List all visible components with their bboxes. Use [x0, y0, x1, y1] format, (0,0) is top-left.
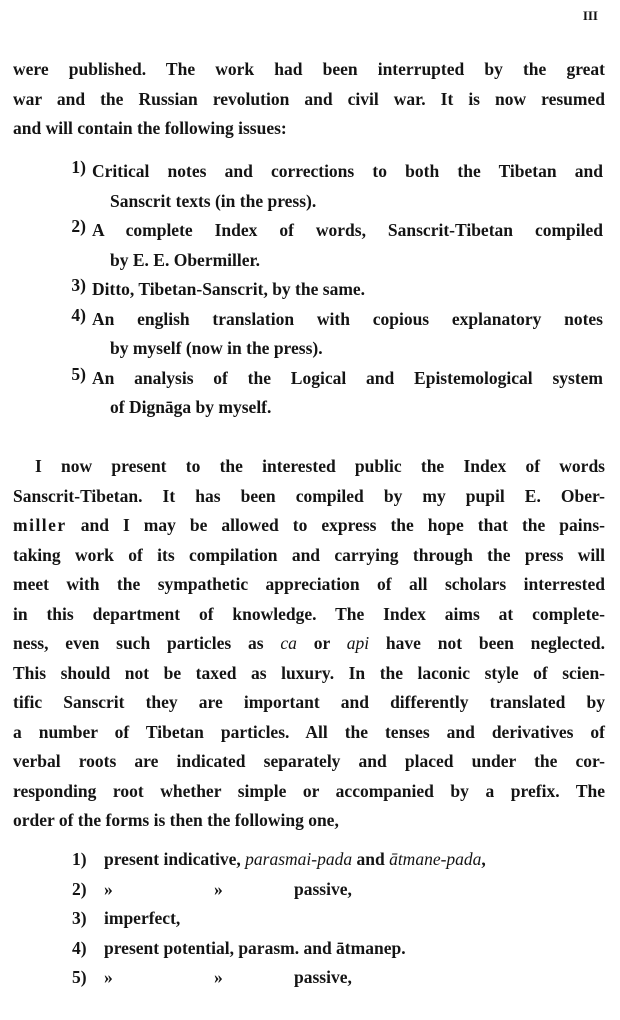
- intro-paragraph: [13, 55, 605, 144]
- ditto-mark: »: [104, 878, 113, 899]
- text-line: and will contain the following issues:: [13, 118, 287, 138]
- list-number: 3): [72, 908, 87, 928]
- text-line: were published. The work had been interrupted by the great: [13, 59, 605, 79]
- text-line: order of the forms is then the following one,: [13, 810, 339, 830]
- list-number: 5): [71, 363, 86, 384]
- text-span: present potential, parasm. and ātmanep.: [104, 937, 406, 958]
- ditto-mark: »: [214, 967, 223, 987]
- text-line: Critical notes and corrections to both the Tibetan and: [92, 161, 603, 181]
- text-line: taking work of its compilation and carrying through the press will: [13, 544, 605, 565]
- list-number: 1): [72, 849, 87, 869]
- italic-term: parasmai-pada: [245, 849, 353, 869]
- text-line: war and the Russian revolution and civil war. It is now resumed: [13, 88, 605, 109]
- body-paragraph: [13, 452, 605, 836]
- text-line: by myself (now in the press).: [110, 338, 323, 358]
- text-span: ness, even such particles as: [13, 633, 281, 653]
- list-item: [72, 875, 592, 905]
- text-line: [13, 629, 605, 659]
- text-line: An analysis of the Logical and Epistemological system: [92, 367, 603, 388]
- text-line: This should not be taxed as luxury. In the laconic style of scien-: [13, 662, 605, 683]
- text-line: I now present to the interested public the Index of words: [35, 456, 605, 476]
- ditto-mark: »: [104, 967, 113, 987]
- italic-term: ca: [280, 633, 297, 653]
- list-item: [72, 934, 592, 964]
- text-span: present indicative,: [104, 849, 246, 869]
- list-item: [58, 157, 603, 216]
- text-span: passive,: [294, 967, 352, 987]
- list-item: [72, 904, 592, 934]
- list-number: 2): [72, 878, 87, 899]
- list-item: [58, 275, 603, 305]
- text-line: responding root whether simple or accompanied by a prefix. The: [13, 780, 605, 801]
- list-number: 5): [72, 967, 87, 987]
- list-number: 4): [71, 304, 86, 325]
- text-span: and I may be allowed to express the hope that the pains-: [66, 515, 605, 535]
- list-item: [58, 216, 603, 275]
- text-line: of Dignāga by myself.: [110, 397, 272, 417]
- text-line: [13, 511, 605, 541]
- text-span: imperfect,: [104, 908, 181, 928]
- list-item: [58, 305, 603, 364]
- text-line: Sanscrit-Tibetan. It has been compiled by my pupil E. Ober-: [13, 485, 605, 506]
- list-item: [72, 845, 592, 875]
- italic-term: api: [346, 633, 370, 653]
- page-number: III: [582, 8, 598, 23]
- text-line: An english translation with copious explanatory notes: [92, 308, 603, 329]
- text-span: and: [352, 849, 390, 869]
- text-span: have not been neglected.: [369, 633, 606, 653]
- text-span: passive,: [294, 878, 352, 899]
- issues-list: [58, 157, 603, 423]
- text-line: by E. E. Obermiller.: [110, 249, 261, 270]
- text-line: meet with the sympathetic appreciation of all scholars interrested: [13, 574, 605, 594]
- text-span: ,: [481, 849, 486, 869]
- text-line: Sanscrit texts (in the press).: [110, 190, 317, 211]
- text-span: or: [296, 633, 347, 653]
- text-line: in this department of knowledge. The Index aims at complete-: [13, 603, 605, 624]
- list-item: [72, 963, 592, 993]
- text-line: tific Sanscrit they are important and differently translated by: [13, 692, 605, 712]
- list-number: 2): [71, 216, 86, 236]
- list-number: 1): [71, 157, 86, 177]
- text-line: verbal roots are indicated separately and placed under the cor-: [13, 751, 605, 771]
- text-line: a number of Tibetan particles. All the tenses and derivatives of: [13, 721, 605, 742]
- list-number: 3): [71, 275, 86, 295]
- text-line: A complete Index of words, Sanscrit-Tibetan compiled: [92, 220, 603, 240]
- text-line: Ditto, Tibetan-Sanscrit, by the same.: [92, 279, 366, 299]
- ditto-mark: »: [214, 878, 223, 899]
- list-number: 4): [72, 937, 87, 958]
- italic-term: ātmane-pada: [389, 849, 482, 869]
- forms-list: [72, 845, 592, 993]
- list-item: [58, 364, 603, 423]
- author-name: miller: [13, 515, 67, 535]
